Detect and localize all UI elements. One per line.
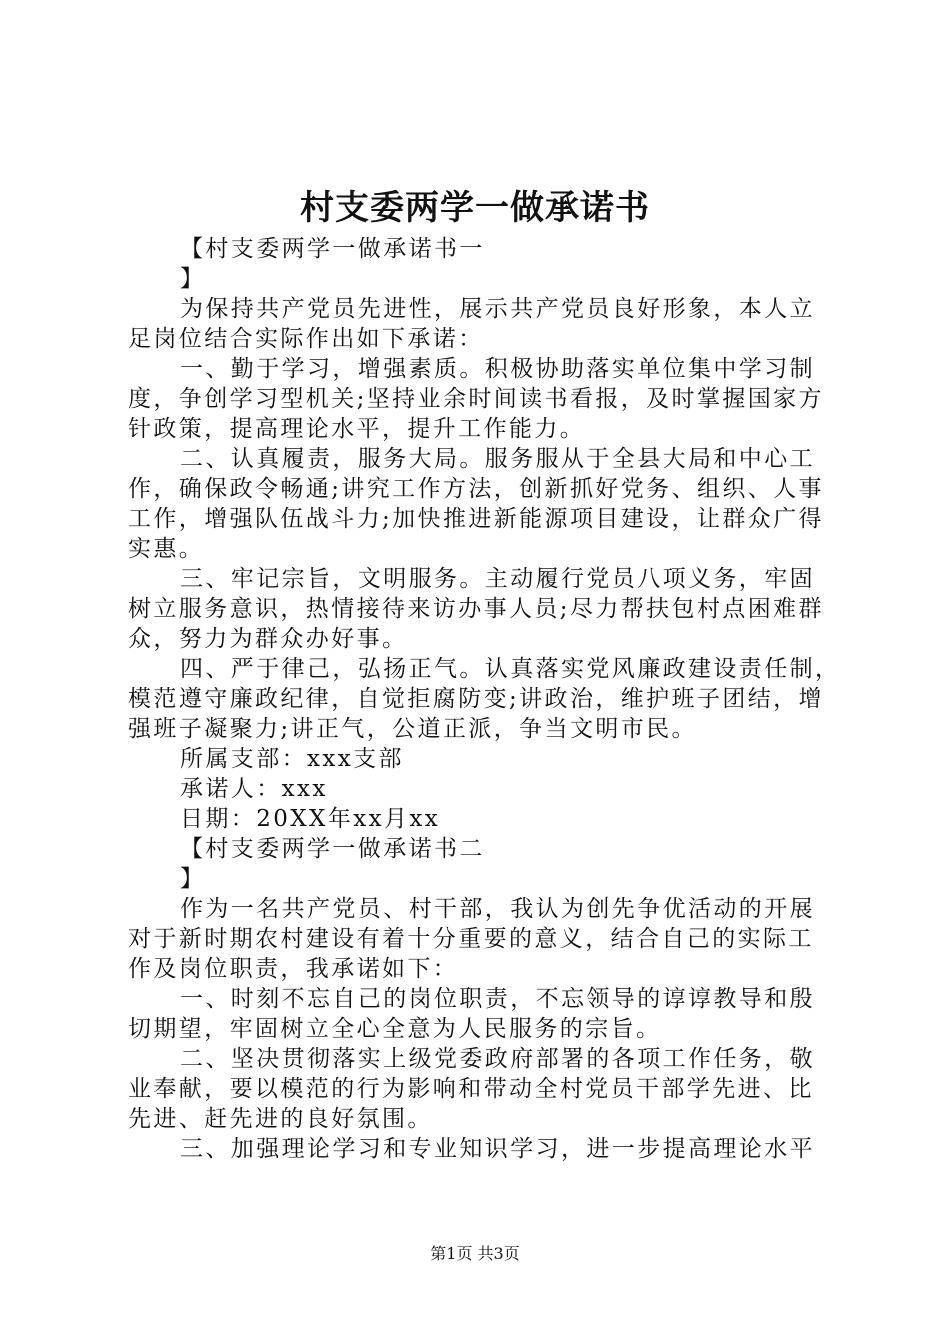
text-line: 实惠。 bbox=[128, 536, 205, 562]
text-line: 【村支委两学一做承诺书一 bbox=[180, 236, 485, 262]
text-line: 作及岗位职责，我承诺如下： bbox=[128, 956, 459, 982]
text-line: 承诺人：xxx bbox=[180, 776, 328, 802]
text-line: 一、时刻不忘自己的岗位职责，不忘领导的谆谆教导和殷 bbox=[180, 986, 815, 1012]
document-body bbox=[128, 234, 841, 1164]
text-line: 作，确保政令畅通;讲究工作方法，创新抓好党务、组织、人事 bbox=[128, 476, 824, 502]
text-line: 模范遵守廉政纪律，自觉拒腐防变;讲政治，维护班子团结，增 bbox=[128, 686, 824, 712]
text-line: 先进、赶先进的良好氛围。 bbox=[128, 1106, 433, 1132]
text-line: 一、勤于学习，增强素质。积极协助落实单位集中学习制 bbox=[180, 356, 815, 382]
text-line: 众，努力为群众办好事。 bbox=[128, 626, 408, 652]
text-line: 作为一名共产党员、村干部，我认为创先争优活动的开展 bbox=[180, 896, 815, 922]
text-line: 工作，增强队伍战斗力;加快推进新能源项目建设，让群众广得 bbox=[128, 506, 824, 532]
text-line: 三、加强理论学习和专业知识学习，进一步提高理论水平 bbox=[180, 1136, 815, 1162]
text-line: 】 bbox=[180, 866, 206, 892]
text-line: 度，争创学习型机关;坚持业余时间读书看报，及时掌握国家方 bbox=[128, 386, 824, 412]
text-line: 树立服务意识，热情接待来访办事人员;尽力帮扶包村点困难群 bbox=[128, 596, 824, 622]
document-title: 村支委两学一做承诺书 bbox=[300, 188, 650, 228]
page-footer: 第1页 共3页 bbox=[430, 1244, 520, 1263]
text-line: 针政策，提高理论水平，提升工作能力。 bbox=[128, 416, 586, 442]
text-line: 【村支委两学一做承诺书二 bbox=[180, 836, 485, 862]
text-line: 强班子凝聚力;讲正气，公道正派，争当文明市民。 bbox=[128, 716, 697, 742]
text-line: 日期：20XX年xx月xx bbox=[180, 806, 441, 832]
text-line: 三、牢记宗旨，文明服务。主动履行党员八项义务，牢固 bbox=[180, 566, 815, 592]
text-line: 二、坚决贯彻落实上级党委政府部署的各项工作任务，敬 bbox=[180, 1046, 815, 1072]
text-line: 二、认真履责，服务大局。服务服从于全县大局和中心工 bbox=[180, 446, 815, 472]
text-line: 业奉献，要以模范的行为影响和带动全村党员干部学先进、比 bbox=[128, 1076, 814, 1102]
text-line: 】 bbox=[180, 266, 206, 292]
text-line: 切期望，牢固树立全心全意为人民服务的宗旨。 bbox=[128, 1016, 662, 1042]
text-line: 对于新时期农村建设有着十分重要的意义，结合自己的实际工 bbox=[128, 926, 814, 952]
text-line: 四、严于律己，弘扬正气。认真落实党风廉政建设责任制， bbox=[180, 656, 841, 682]
text-line: 为保持共产党员先进性，展示共产党员良好形象，本人立 bbox=[180, 296, 815, 322]
text-line: 所属支部：xxx支部 bbox=[180, 746, 404, 772]
text-line: 足岗位结合实际作出如下承诺： bbox=[128, 326, 484, 352]
